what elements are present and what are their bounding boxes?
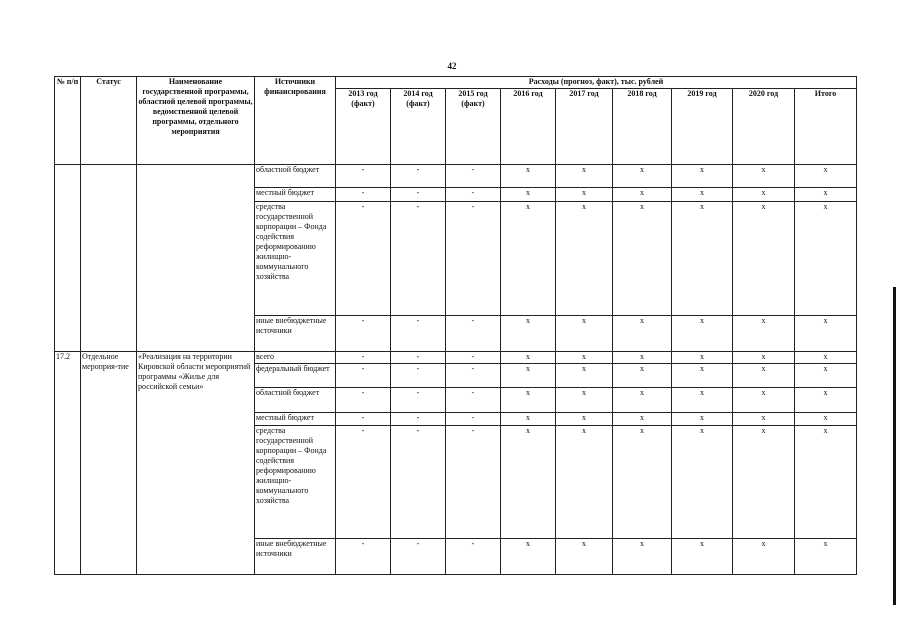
value-cell: x xyxy=(501,413,556,426)
value-cell: - xyxy=(446,316,501,352)
value-cell: x xyxy=(795,202,857,316)
value-cell: x xyxy=(733,426,795,539)
value-cell: - xyxy=(391,413,446,426)
value-cell: - xyxy=(336,388,391,413)
source-cell: местный бюджет xyxy=(255,413,336,426)
row-status: Отдельное мероприя-тие xyxy=(81,352,137,575)
value-cell: - xyxy=(391,364,446,388)
header-year: 2013 год (факт) xyxy=(336,89,391,165)
value-cell: x xyxy=(733,165,795,188)
source-cell: местный бюджет xyxy=(255,188,336,202)
header-year: 2016 год xyxy=(501,89,556,165)
value-cell: x xyxy=(501,188,556,202)
value-cell: x xyxy=(613,388,672,413)
header-year: 2020 год xyxy=(733,89,795,165)
value-cell: - xyxy=(391,165,446,188)
value-cell: - xyxy=(391,352,446,364)
value-cell: x xyxy=(795,165,857,188)
value-cell: - xyxy=(336,426,391,539)
value-cell: x xyxy=(556,388,613,413)
value-cell: x xyxy=(733,188,795,202)
value-cell: x xyxy=(556,364,613,388)
value-cell: x xyxy=(672,426,733,539)
value-cell: x xyxy=(501,388,556,413)
scan-edge-bar xyxy=(893,287,896,605)
value-cell: x xyxy=(733,202,795,316)
header-num: № п/п xyxy=(55,77,81,165)
value-cell: - xyxy=(336,165,391,188)
source-cell: федеральный бюджет xyxy=(255,364,336,388)
value-cell: x xyxy=(672,202,733,316)
value-cell: x xyxy=(613,539,672,575)
value-cell: x xyxy=(613,426,672,539)
header-year: 2014 год (факт) xyxy=(391,89,446,165)
value-cell: - xyxy=(446,202,501,316)
source-cell: средства государственной корпорации – Фонда содействия реформированию жилищно-коммунального хозяйства xyxy=(255,426,336,539)
header-year: 2019 год xyxy=(672,89,733,165)
value-cell: - xyxy=(336,202,391,316)
value-cell: x xyxy=(501,539,556,575)
source-cell: областной бюджет xyxy=(255,388,336,413)
header-sources: Источники финансирования xyxy=(255,77,336,165)
header-year: 2015 год (факт) xyxy=(446,89,501,165)
value-cell: x xyxy=(556,426,613,539)
value-cell: - xyxy=(391,188,446,202)
header-name: Наименование государственной программы, областной целевой программы, ведомственной целевой программы, отдельного мероприятия xyxy=(137,77,255,165)
row-num: 17.2 xyxy=(55,352,81,575)
source-cell: средства государственной корпорации – Фонда содействия реформированию жилищно-коммунального хозяйства xyxy=(255,202,336,316)
value-cell: x xyxy=(795,316,857,352)
value-cell: x xyxy=(613,352,672,364)
value-cell: x xyxy=(501,426,556,539)
value-cell: x xyxy=(672,413,733,426)
value-cell: x xyxy=(795,426,857,539)
value-cell: x xyxy=(501,202,556,316)
page-number: 42 xyxy=(447,61,457,71)
value-cell: x xyxy=(672,539,733,575)
value-cell: - xyxy=(391,388,446,413)
value-cell: x xyxy=(795,364,857,388)
value-cell: - xyxy=(391,539,446,575)
header-year: 2018 год xyxy=(613,89,672,165)
value-cell: - xyxy=(391,426,446,539)
value-cell: - xyxy=(336,352,391,364)
value-cell: - xyxy=(446,352,501,364)
value-cell: x xyxy=(613,202,672,316)
row-status xyxy=(81,165,137,352)
value-cell: x xyxy=(613,364,672,388)
value-cell: x xyxy=(613,316,672,352)
value-cell: x xyxy=(733,352,795,364)
budget-table xyxy=(54,76,857,575)
value-cell: x xyxy=(556,413,613,426)
value-cell: x xyxy=(795,188,857,202)
header-status: Статус xyxy=(81,77,137,165)
value-cell: x xyxy=(556,539,613,575)
value-cell: x xyxy=(672,165,733,188)
table-row xyxy=(55,165,857,188)
source-cell: всего xyxy=(255,352,336,364)
value-cell: x xyxy=(672,188,733,202)
value-cell: x xyxy=(556,188,613,202)
value-cell: x xyxy=(795,352,857,364)
value-cell: x xyxy=(613,188,672,202)
value-cell: x xyxy=(733,413,795,426)
value-cell: x xyxy=(795,388,857,413)
value-cell: - xyxy=(336,539,391,575)
header-total: Итого xyxy=(795,89,857,165)
value-cell: x xyxy=(501,316,556,352)
value-cell: x xyxy=(556,202,613,316)
header-year: 2017 год xyxy=(556,89,613,165)
row-num xyxy=(55,165,81,352)
row-name: «Реализация на территории Кировской области мероприятий программы «Жилье для российской семьи» xyxy=(137,352,255,575)
value-cell: - xyxy=(446,539,501,575)
header-expenses: Расходы (прогноз, факт), тыс. рублей xyxy=(336,77,857,89)
value-cell: x xyxy=(501,364,556,388)
table-row xyxy=(55,352,857,364)
value-cell: x xyxy=(795,539,857,575)
value-cell: x xyxy=(733,388,795,413)
value-cell: - xyxy=(446,165,501,188)
value-cell: x xyxy=(672,364,733,388)
value-cell: x xyxy=(556,352,613,364)
source-cell: иные внебюджетные источники xyxy=(255,539,336,575)
value-cell: x xyxy=(672,352,733,364)
value-cell: x xyxy=(613,165,672,188)
value-cell: x xyxy=(613,413,672,426)
source-cell: областной бюджет xyxy=(255,165,336,188)
value-cell: x xyxy=(556,316,613,352)
value-cell: x xyxy=(733,364,795,388)
value-cell: - xyxy=(336,188,391,202)
value-cell: - xyxy=(391,316,446,352)
value-cell: x xyxy=(672,388,733,413)
row-name xyxy=(137,165,255,352)
value-cell: x xyxy=(672,316,733,352)
source-cell: иные внебюджетные источники xyxy=(255,316,336,352)
value-cell: x xyxy=(556,165,613,188)
value-cell: x xyxy=(501,352,556,364)
value-cell: - xyxy=(336,316,391,352)
value-cell: - xyxy=(446,388,501,413)
value-cell: x xyxy=(501,165,556,188)
value-cell: - xyxy=(446,188,501,202)
value-cell: - xyxy=(336,364,391,388)
value-cell: - xyxy=(336,413,391,426)
value-cell: x xyxy=(733,539,795,575)
value-cell: - xyxy=(391,202,446,316)
value-cell: x xyxy=(795,413,857,426)
value-cell: - xyxy=(446,413,501,426)
value-cell: - xyxy=(446,426,501,539)
value-cell: - xyxy=(446,364,501,388)
value-cell: x xyxy=(733,316,795,352)
